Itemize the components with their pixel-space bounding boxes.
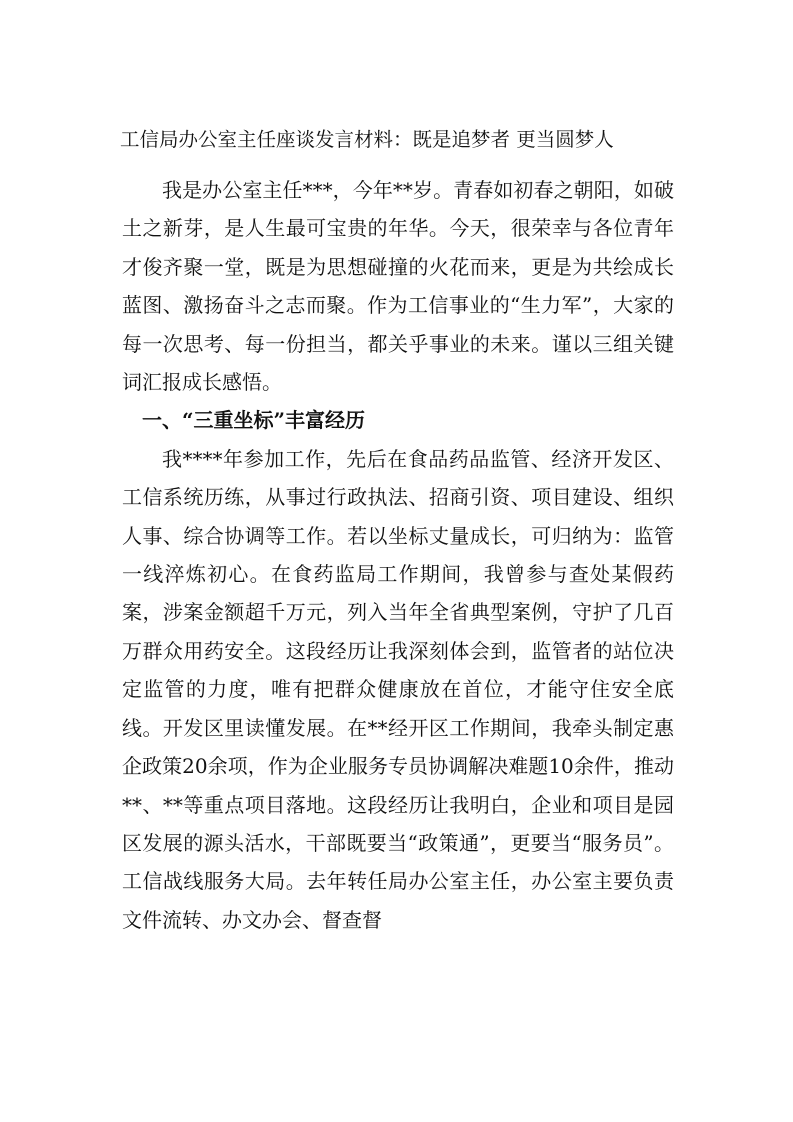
intro-paragraph: 我是办公室主任***，今年**岁。青春如初春之朝阳，如破土之新芽，是人生最可宝贵的年华。今天，很荣幸与各位青年才俊齐聚一堂，既是为思想碰撞的火花而来，更是为共绘成长蓝图、激扬奋斗之志而聚。作为工信事业的“生力军”，大家的每一次思考、每一份担当，都关乎事业的未来。谨以三组关键词汇报成长感悟。 bbox=[122, 178, 674, 395]
section-heading: 一、“三重坐标”丰富经历 bbox=[142, 408, 366, 433]
section-paragraph: 我****年参加工作，先后在食品药品监管、经济开发区、工信系统历练，从事过行政执法、招商引资、项目建设、组织人事、综合协调等工作。若以坐标丈量成长，可归纳为：监管一线淬炼初心。在食药监局工作期间，我曾参与查处某假药案，涉案金额超千万元，列入当年全省典型案例，守护了几百万群众用药安全。这段经历让我深刻体会到，监管者的站位决定监管的力度，唯有把群众健康放在首位，才能守住安全底线。开发区里读懂发展。在**经开区工作期间，我牵头制定惠企政策20余项，作为企业服务专员协调解决难题10余件，推动**、**等重点项目落地。这段经历让我明白，企业和项目是园区发展的源头活水，干部既要当“政策通”，更要当“服务员”。工信战线服务大局。去年转任局办公室主任，办公室主要负责文件流转、办文办会、督查督 bbox=[122, 446, 674, 932]
document-body bbox=[122, 171, 674, 939]
document-title: 工信局办公室主任座谈发言材料：既是追梦者 更当圆梦人 bbox=[120, 128, 614, 151]
